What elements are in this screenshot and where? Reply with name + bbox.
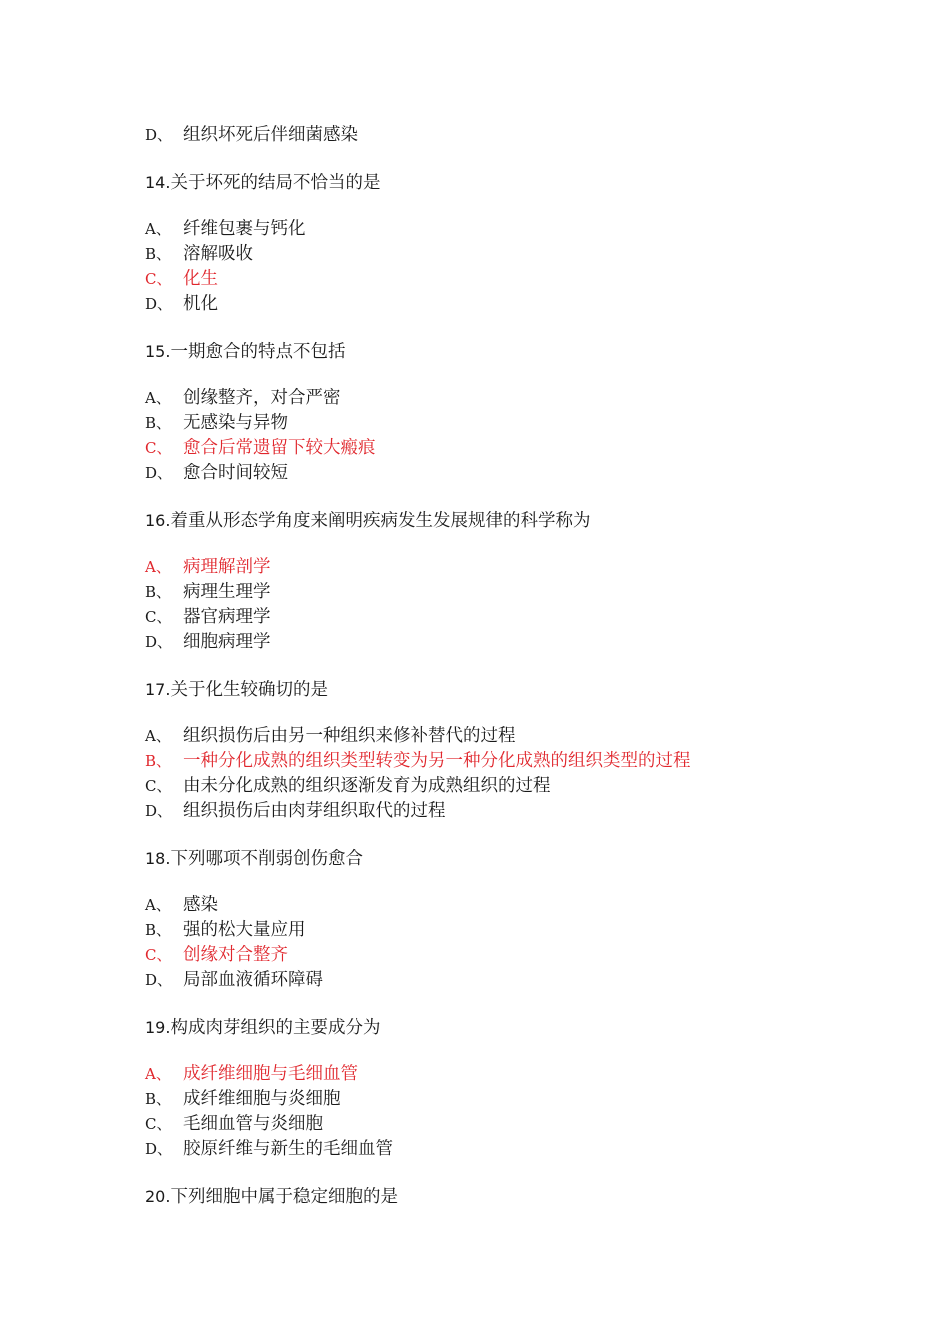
question-number: 19. xyxy=(145,1018,171,1037)
question-number: 18. xyxy=(145,849,171,868)
option-row xyxy=(145,774,925,799)
question-text: 构成肉芽组织的主要成分为 xyxy=(170,1018,381,1038)
correct-option-row xyxy=(145,1062,925,1087)
option-row xyxy=(145,918,925,943)
correct-option-row xyxy=(145,436,925,461)
option-text: 胶原纤维与新生的毛细血管 xyxy=(183,1139,393,1159)
option-text: 溶解吸收 xyxy=(183,244,253,264)
question-number: 17. xyxy=(145,680,171,699)
option-letter: A、 xyxy=(145,220,171,238)
option-letter: B、 xyxy=(145,583,172,601)
option-letter: B、 xyxy=(145,921,172,939)
question-text: 下列细胞中属于稳定细胞的是 xyxy=(170,1187,398,1207)
option-row xyxy=(145,1112,925,1137)
correct-option-row xyxy=(145,749,925,774)
option-letter: C、 xyxy=(145,439,172,457)
option-letter: B、 xyxy=(145,1090,172,1108)
question-stem xyxy=(145,1015,925,1041)
question-stem xyxy=(145,170,925,196)
option-letter: B、 xyxy=(145,414,172,432)
question-stem xyxy=(145,677,925,703)
option-text: 成纤维细胞与炎细胞 xyxy=(183,1089,341,1109)
option-text: 一种分化成熟的组织类型转变为另一种分化成熟的组织类型的过程 xyxy=(183,751,691,771)
option-letter: A、 xyxy=(145,896,171,914)
option-letter: D、 xyxy=(145,464,173,482)
option-row xyxy=(145,724,925,749)
option-row xyxy=(145,799,925,824)
option-letter: C、 xyxy=(145,1115,172,1133)
question-text: 着重从形态学角度来阐明疾病发生发展规律的科学称为 xyxy=(170,511,591,531)
option-letter: A、 xyxy=(145,727,171,745)
option-letter: B、 xyxy=(145,245,172,263)
correct-option-row xyxy=(145,555,925,580)
option-row xyxy=(145,386,925,411)
correct-option-row xyxy=(145,267,925,292)
option-row xyxy=(145,123,925,148)
option-letter: D、 xyxy=(145,295,173,313)
question-number: 14. xyxy=(145,173,171,192)
option-text: 器官病理学 xyxy=(183,607,271,627)
option-row xyxy=(145,1087,925,1112)
option-text: 机化 xyxy=(183,294,218,314)
option-letter: A、 xyxy=(145,1065,171,1083)
option-letter: D、 xyxy=(145,126,173,144)
option-row xyxy=(145,630,925,655)
option-text: 强的松大量应用 xyxy=(183,920,306,940)
option-text: 创缘整齐，对合严密 xyxy=(183,388,341,408)
question-number: 16. xyxy=(145,511,171,530)
option-letter: D、 xyxy=(145,802,173,820)
option-text: 病理解剖学 xyxy=(183,557,271,577)
option-text: 纤维包裹与钙化 xyxy=(183,219,306,239)
option-row xyxy=(145,1137,925,1162)
question-stem xyxy=(145,339,925,365)
option-text: 细胞病理学 xyxy=(183,632,271,652)
option-row xyxy=(145,292,925,317)
question-number: 20. xyxy=(145,1187,171,1206)
option-text: 病理生理学 xyxy=(183,582,271,602)
option-letter: B、 xyxy=(145,752,172,770)
correct-option-row xyxy=(145,943,925,968)
option-row xyxy=(145,217,925,242)
option-text: 组织损伤后由另一种组织来修补替代的过程 xyxy=(183,726,516,746)
option-text: 由未分化成熟的组织逐渐发育为成熟组织的过程 xyxy=(183,776,551,796)
option-text: 感染 xyxy=(183,895,218,915)
option-letter: C、 xyxy=(145,777,172,795)
option-letter: C、 xyxy=(145,270,172,288)
option-row xyxy=(145,242,925,267)
question-stem xyxy=(145,846,925,872)
question-number: 15. xyxy=(145,342,171,361)
question-stem xyxy=(145,1184,925,1210)
option-text: 成纤维细胞与毛细血管 xyxy=(183,1064,358,1084)
option-text: 组织损伤后由肉芽组织取代的过程 xyxy=(183,801,446,821)
option-text: 化生 xyxy=(183,269,218,289)
option-row xyxy=(145,605,925,630)
exam-page xyxy=(145,123,925,1210)
option-text: 毛细血管与炎细胞 xyxy=(183,1114,323,1134)
question-text: 一期愈合的特点不包括 xyxy=(170,342,346,362)
option-letter: A、 xyxy=(145,558,171,576)
option-letter: C、 xyxy=(145,946,172,964)
question-text: 下列哪项不削弱创伤愈合 xyxy=(170,849,363,869)
option-letter: C、 xyxy=(145,608,172,626)
question-stem xyxy=(145,508,925,534)
question-text: 关于化生较确切的是 xyxy=(170,680,328,700)
option-row xyxy=(145,893,925,918)
option-letter: D、 xyxy=(145,971,173,989)
option-row xyxy=(145,968,925,993)
option-row xyxy=(145,461,925,486)
option-text: 创缘对合整齐 xyxy=(183,945,288,965)
option-row xyxy=(145,580,925,605)
option-text: 无感染与异物 xyxy=(183,413,288,433)
option-text: 愈合时间较短 xyxy=(183,463,288,483)
option-letter: A、 xyxy=(145,389,171,407)
option-text: 局部血液循环障碍 xyxy=(183,970,323,990)
option-letter: D、 xyxy=(145,633,173,651)
question-text: 关于坏死的结局不恰当的是 xyxy=(170,173,381,193)
option-letter: D、 xyxy=(145,1140,173,1158)
option-text: 组织坏死后伴细菌感染 xyxy=(183,125,358,145)
option-text: 愈合后常遗留下较大瘢痕 xyxy=(183,438,376,458)
option-row xyxy=(145,411,925,436)
